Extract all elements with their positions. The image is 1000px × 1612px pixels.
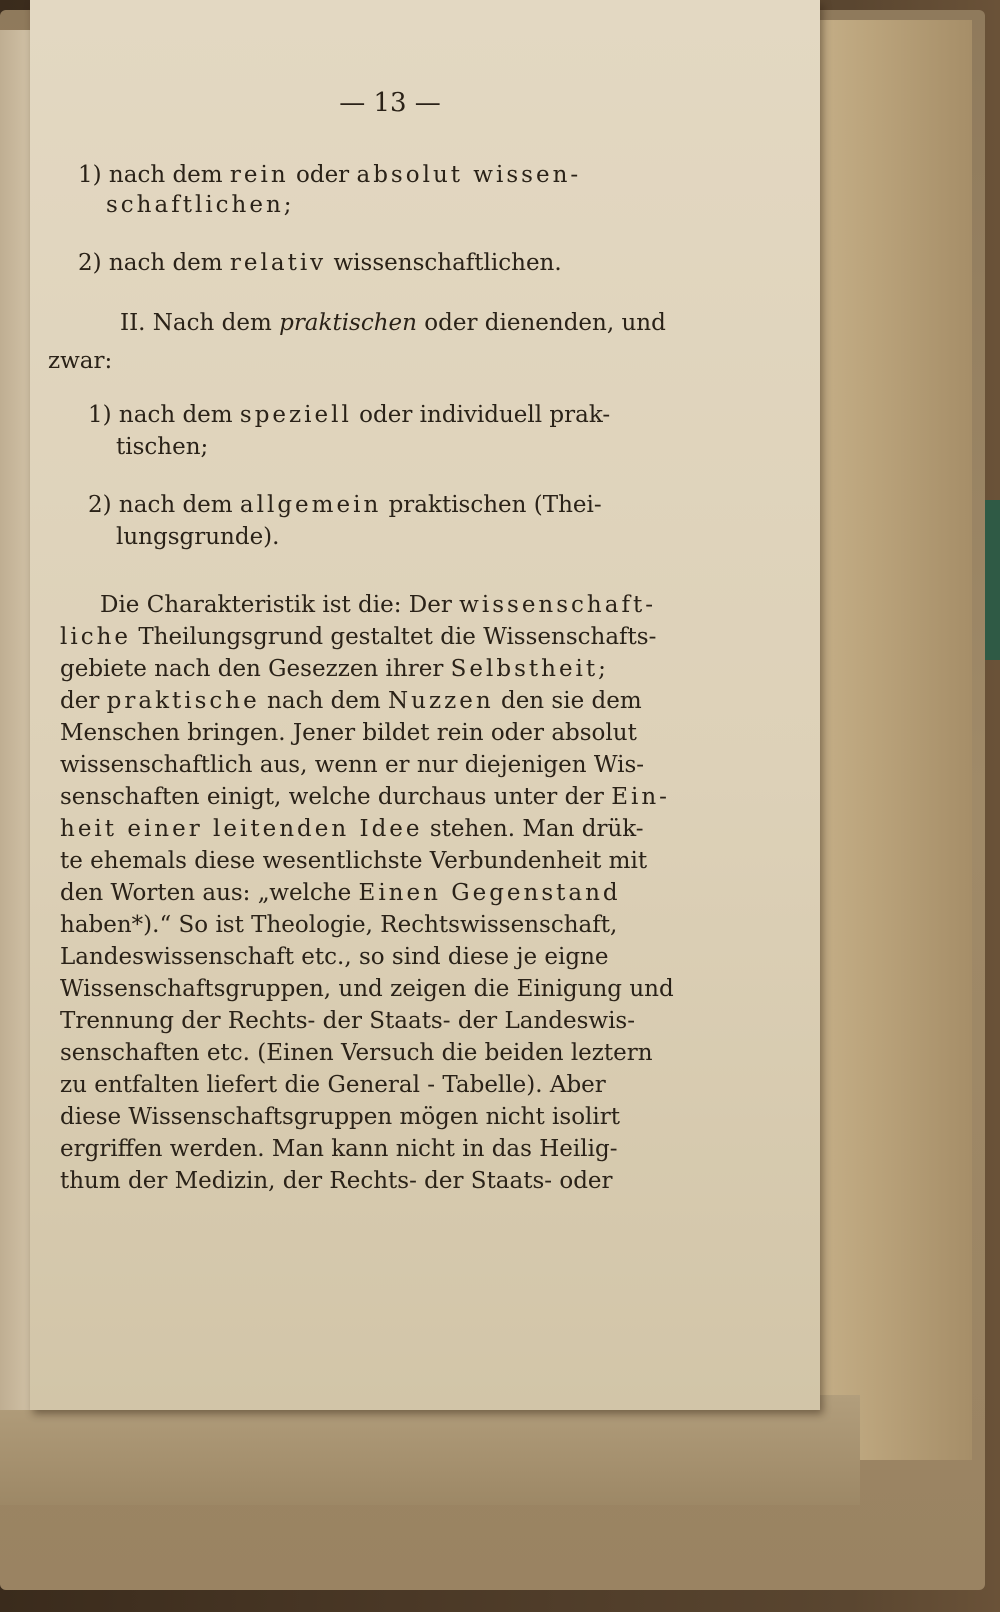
text-span: speziell [239,402,352,428]
text-line [100,590,656,620]
book-page [30,0,820,1410]
page-stack-edge [800,20,972,1460]
text-span: II. Nach dem [120,310,272,336]
text-line: zwar: [48,348,113,374]
text-span: Ein- [611,784,670,810]
text-span: oder individuell prak- [359,402,611,428]
text-line [88,400,610,430]
text-span: Die Charakteristik ist die: Der [100,592,452,618]
text-line: haben*).“ So ist Theologie, Rechtswissenschaft, [60,912,618,938]
text-line: Menschen bringen. Jener bildet rein oder absolut [60,720,637,746]
text-line: zu entfalten liefert die General - Tabelle). Aber [60,1072,606,1098]
text-span: oder [296,162,350,188]
text-line: Landeswissenschaft etc., so sind diese je eigne [60,944,609,970]
text-line: Trennung der Rechts- der Staats- der Landeswis- [60,1008,636,1034]
text-span: heit einer leitenden Idee [60,816,423,842]
text-line: tischen; [116,434,209,460]
text-line [78,160,581,190]
text-span: 2) nach dem [88,492,233,518]
text-span: Theilungsgrund gestaltet die Wissenschafts- [138,624,657,650]
text-line: te ehemals diese wesentlichste Verbundenheit mit [60,848,648,874]
text-span: allgemein [239,492,382,518]
text-line [60,814,644,844]
text-span: praktischen (Thei- [388,492,602,518]
text-span: relativ [229,250,327,276]
text-span: den Worten aus: „welche [60,880,352,906]
text-span: praktischen [279,310,417,336]
text-line [120,308,666,338]
page-text [30,0,820,1300]
text-line: schaftlichen; [106,192,295,218]
text-span: rein [229,162,289,188]
text-span: oder dienenden, und [424,310,666,336]
page-bottom-edge [0,1395,860,1505]
text-span: nach dem [267,688,381,714]
page-number-header: — 13 — [339,88,441,118]
text-span: liche [60,624,132,650]
text-line [78,248,562,278]
text-span: 1) nach dem [88,402,233,428]
text-span: stehen. Man drük- [429,816,644,842]
text-line [60,654,609,684]
text-line: senschaften etc. (Einen Versuch die beiden leztern [60,1040,653,1066]
text-line [88,490,602,520]
text-line: lungsgrunde). [116,524,280,550]
text-span: der [60,688,100,714]
text-line [60,686,642,716]
text-line [60,622,656,652]
text-span: Selbstheit; [450,656,609,682]
text-span: wissenschaftlichen. [333,250,562,276]
text-line: ergriffen werden. Man kann nicht in das Heilig- [60,1136,618,1162]
binding-ribbon [985,500,1000,660]
text-span: Nuzzen [388,688,494,714]
text-line [60,782,670,812]
text-span: Einen Gegenstand [358,880,621,906]
text-span: senschaften einigt, welche durchaus unter der [60,784,604,810]
text-line: wissenschaftlich aus, wenn er nur diejenigen Wis- [60,752,645,778]
text-span: absolut wissen- [356,162,582,188]
text-span: 2) nach dem [78,250,223,276]
text-line: Wissenschaftsgruppen, und zeigen die Einigung und [60,976,674,1002]
text-span: gebiete nach den Gesezzen ihrer [60,656,444,682]
text-span: praktische [106,688,260,714]
text-span: den sie dem [500,688,642,714]
text-span: wissenschaft- [459,592,656,618]
text-line [60,878,621,908]
text-line: diese Wissenschaftsgruppen mögen nicht isolirt [60,1104,621,1130]
text-span: 1) nach dem [78,162,223,188]
text-line: thum der Medizin, der Rechts- der Staats- oder [60,1168,613,1194]
